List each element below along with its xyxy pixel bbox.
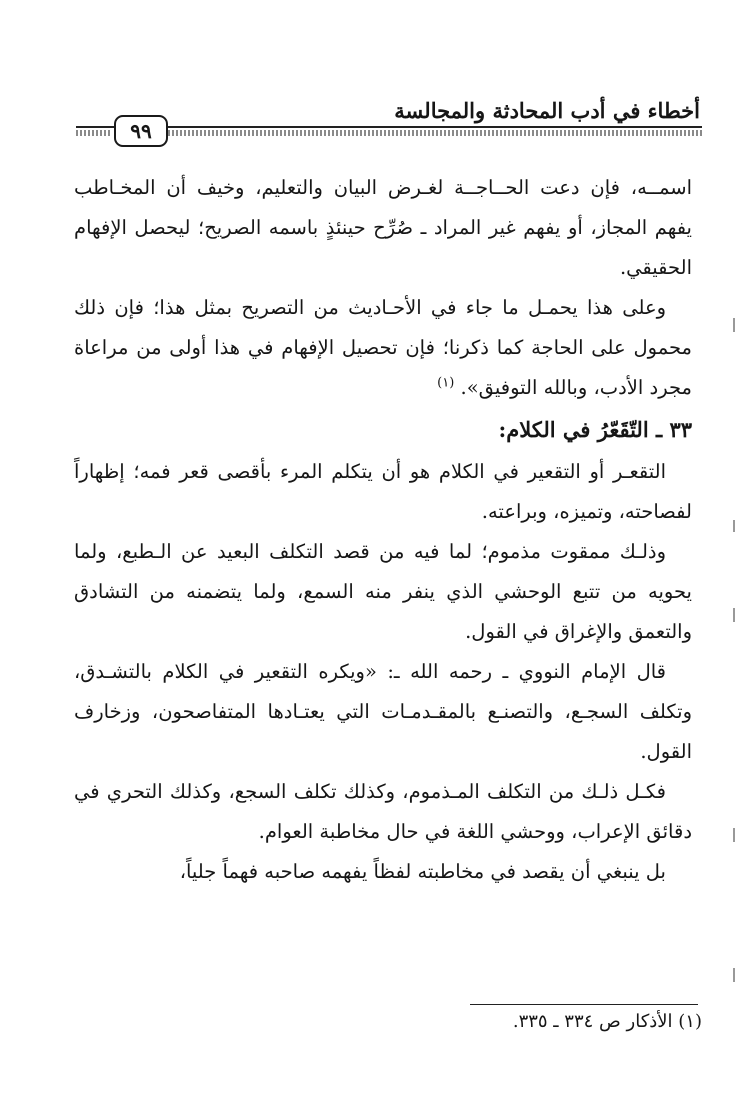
paragraph-6: فكـل ذلـك من التكلف المـذموم، وكذلك تكلف السجع، وكذلك التحري في دقائق الإعراب، ووحشي اللغة في حال مخاطبة العوام. xyxy=(74,780,692,843)
section-heading: ٣٣ ـ التّقَعّرُ في الكلام: xyxy=(498,417,692,442)
paragraph-2-text: وعلى هذا يحمـل ما جاء في الأحـاديث من التصريح بمثل هذا؛ فإن ذلك محمول على الحاجة كما ذكرنا؛ فإن تحصيل الإفهام في هذا أولى من مراعاة مجرد الأدب، وبالله التوفيق». xyxy=(74,296,692,399)
header-rule xyxy=(76,126,702,128)
paragraph-2 xyxy=(74,288,692,408)
header-ornament-band-left xyxy=(76,130,110,136)
margin-mark xyxy=(733,828,735,842)
paragraph-1: اسمــه، فإن دعت الحــاجــة لغـرض البيان والتعليم، وخيف أن المخـاطب يفهم المجاز، أو يفهم غير المراد ـ صُرِّح حينئذٍ باسمه الصريح؛ ليحصل الإفهام الحقيقي. xyxy=(74,176,692,279)
margin-mark xyxy=(733,968,735,982)
main-text xyxy=(74,168,692,892)
paragraph-7: بل ينبغي أن يقصد في مخاطبته لفظاً يفهمه صاحبه فهماً جلياً، xyxy=(179,860,666,883)
footnote-separator xyxy=(470,1004,698,1005)
margin-mark xyxy=(733,318,735,332)
paragraph-4: وذلـك ممقوت مذموم؛ لما فيه من قصد التكلف البعيد عن الـطبع، ولما يحويه من تتبع الوحشي الذي ينفر منه السمع، ولما يتضمنه من التشادق والتعمق والإغراق في القول. xyxy=(74,540,692,643)
footnote: (١) الأذكار ص ٣٣٤ ـ ٣٣٥. xyxy=(512,1011,702,1032)
footnote-reference: (١) xyxy=(437,375,455,391)
page-number: ٩٩ xyxy=(114,115,168,147)
paragraph-5: قال الإمام النووي ـ رحمه الله ـ: «ويكره التقعير في الكلام بالتشـدق، وتكلف السجـع، والتصنـع بالمقـدمـات التي يعتـادها المتفاصحون، وزخارف القول. xyxy=(74,660,692,763)
margin-mark xyxy=(733,608,735,622)
paragraph-3: التقعـر أو التقعير في الكلام هو أن يتكلم المرء بأقصى قعر فمه؛ إظهاراً لفصاحته، وتميزه، وبراعته. xyxy=(74,460,692,523)
margin-mark xyxy=(733,520,735,532)
running-header-title: أخطاء في أدب المحادثة والمجالسة xyxy=(394,98,700,123)
header-ornament-band xyxy=(168,130,702,136)
